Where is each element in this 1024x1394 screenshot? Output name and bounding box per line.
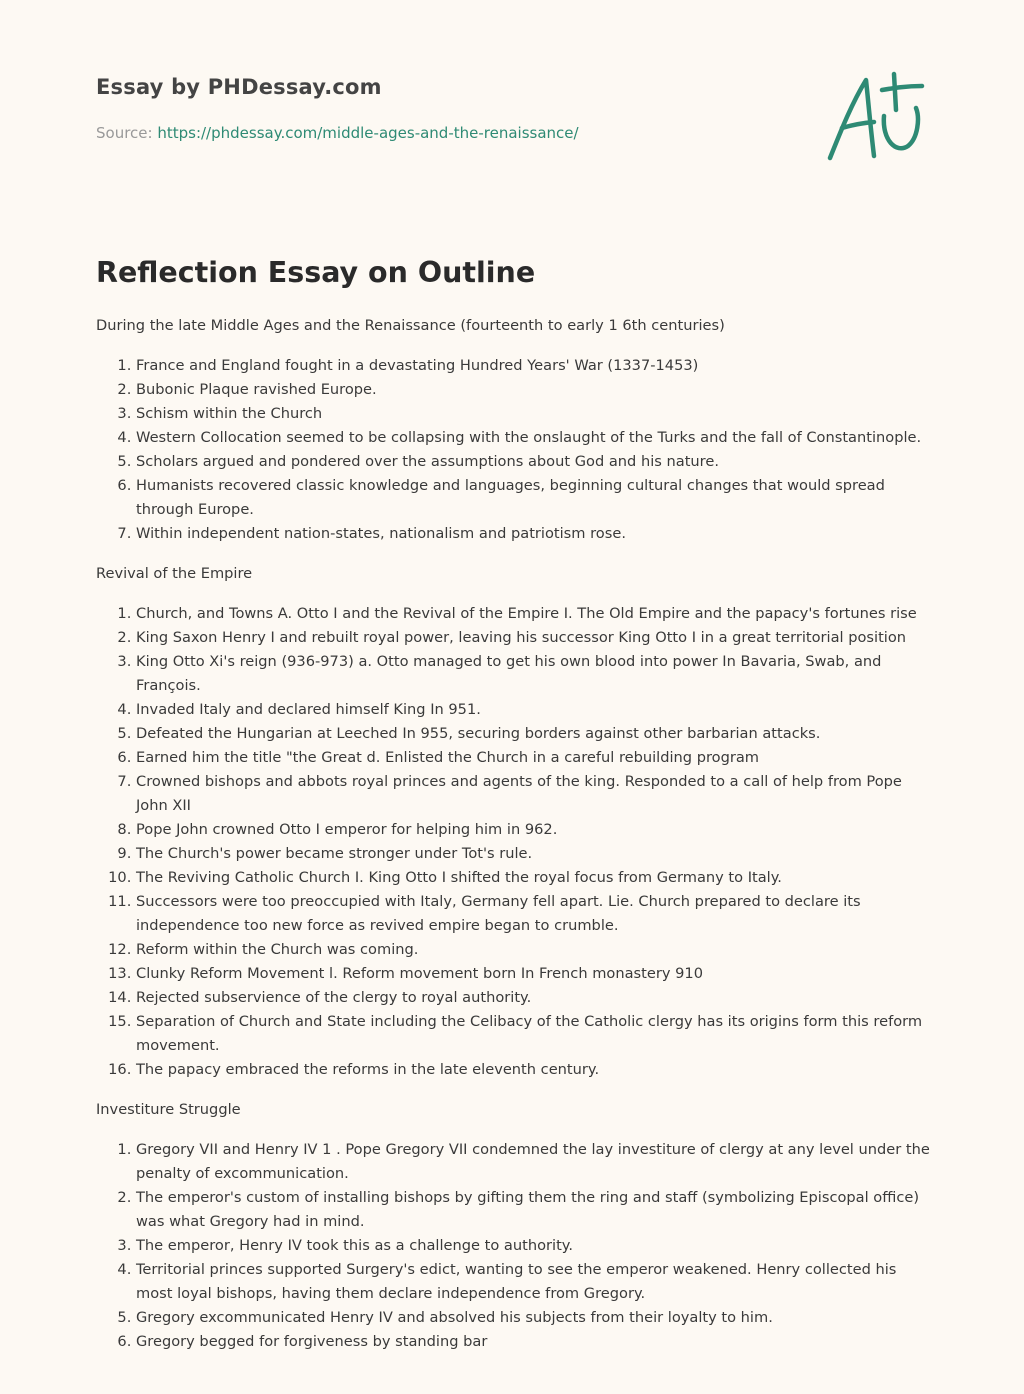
outline-list bbox=[96, 1138, 936, 1354]
list-item: 6. Earned him the title "the Great d. Enlisted the Church in a careful rebuilding program bbox=[136, 746, 936, 770]
outline-list bbox=[96, 354, 936, 546]
list-item: 7. Within independent nation-states, nationalism and patriotism rose. bbox=[136, 522, 936, 546]
list-item: 11. Successors were too preoccupied with Italy, Germany fell apart. Lie. Church prepared to declare its independence too new force as revived empire began to crumble. bbox=[136, 890, 936, 938]
list-item: 3. King Otto Xi's reign (936-973) a. Otto managed to get his own blood into power In Bavaria, Swab, and François. bbox=[136, 650, 936, 698]
list-item: 3. Schism within the Church bbox=[136, 402, 936, 426]
list-item: 1. France and England fought in a devastating Hundred Years' War (1337-1453) bbox=[136, 354, 936, 378]
list-item: 10. The Reviving Catholic Church I. King Otto I shifted the royal focus from Germany to Italy. bbox=[136, 866, 936, 890]
list-item: 3. The emperor, Henry IV took this as a challenge to authority. bbox=[136, 1234, 936, 1258]
source-line bbox=[96, 124, 579, 142]
list-item: 5. Scholars argued and pondered over the assumptions about God and his nature. bbox=[136, 450, 936, 474]
list-item: 5. Defeated the Hungarian at Leeched In 955, securing borders against other barbarian attacks. bbox=[136, 722, 936, 746]
list-item: 6. Humanists recovered classic knowledge and languages, beginning cultural changes that would spread through Europe. bbox=[136, 474, 936, 522]
essay-title: Reflection Essay on Outline bbox=[96, 256, 536, 289]
list-item: 4. Invaded Italy and declared himself King In 951. bbox=[136, 698, 936, 722]
list-item: 16. The papacy embraced the reforms in the late eleventh century. bbox=[136, 1058, 936, 1082]
list-item: 7. Crowned bishops and abbots royal princes and agents of the king. Responded to a call of help from Pope John XII bbox=[136, 770, 936, 818]
section-heading: Revival of the Empire bbox=[96, 565, 253, 582]
list-item: 6. Gregory begged for forgiveness by standing bar bbox=[136, 1330, 936, 1354]
list-item: 4. Western Collocation seemed to be collapsing with the onslaught of the Turks and the fall of Constantinople. bbox=[136, 426, 936, 450]
list-item: 12. Reform within the Church was coming. bbox=[136, 938, 936, 962]
list-item: 2. Bubonic Plaque ravished Europe. bbox=[136, 378, 936, 402]
a-plus-logo-icon bbox=[822, 68, 928, 164]
list-item: 9. The Church's power became stronger under Tot's rule. bbox=[136, 842, 936, 866]
list-item: 8. Pope John crowned Otto I emperor for helping him in 962. bbox=[136, 818, 936, 842]
source-link[interactable]: https://phdessay.com/middle-ages-and-the-renaissance/ bbox=[157, 124, 579, 142]
list-item: 1. Church, and Towns A. Otto I and the Revival of the Empire I. The Old Empire and the papacy's fortunes rise bbox=[136, 602, 936, 626]
list-item: 13. Clunky Reform Movement l. Reform movement born In French monastery 910 bbox=[136, 962, 936, 986]
site-brand: Essay by PHDessay.com bbox=[96, 75, 382, 99]
section-heading: During the late Middle Ages and the Renaissance (fourteenth to early 1 6th centuries) bbox=[96, 317, 725, 334]
list-item: 4. Territorial princes supported Surgery's edict, wanting to see the emperor weakened. Henry collected his most loyal bishops, having them declare independence from Gregory. bbox=[136, 1258, 936, 1306]
section-heading: Investiture Struggle bbox=[96, 1101, 241, 1118]
list-item: 2. King Saxon Henry I and rebuilt royal power, leaving his successor King Otto I in a great territorial position bbox=[136, 626, 936, 650]
list-item: 1. Gregory VII and Henry IV 1 . Pope Gregory VII condemned the lay investiture of clergy at any level under the penalty of excommunication. bbox=[136, 1138, 936, 1186]
essay-body bbox=[96, 314, 936, 1370]
source-label: Source: bbox=[96, 124, 158, 142]
list-item: 15. Separation of Church and State including the Celibacy of the Catholic clergy has its origins form this reform movement. bbox=[136, 1010, 936, 1058]
list-item: 14. Rejected subservience of the clergy to royal authority. bbox=[136, 986, 936, 1010]
outline-list bbox=[96, 602, 936, 1082]
list-item: 2. The emperor's custom of installing bishops by gifting them the ring and staff (symbolizing Episcopal office) was what Gregory had in mind. bbox=[136, 1186, 936, 1234]
list-item: 5. Gregory excommunicated Henry IV and absolved his subjects from their loyalty to him. bbox=[136, 1306, 936, 1330]
